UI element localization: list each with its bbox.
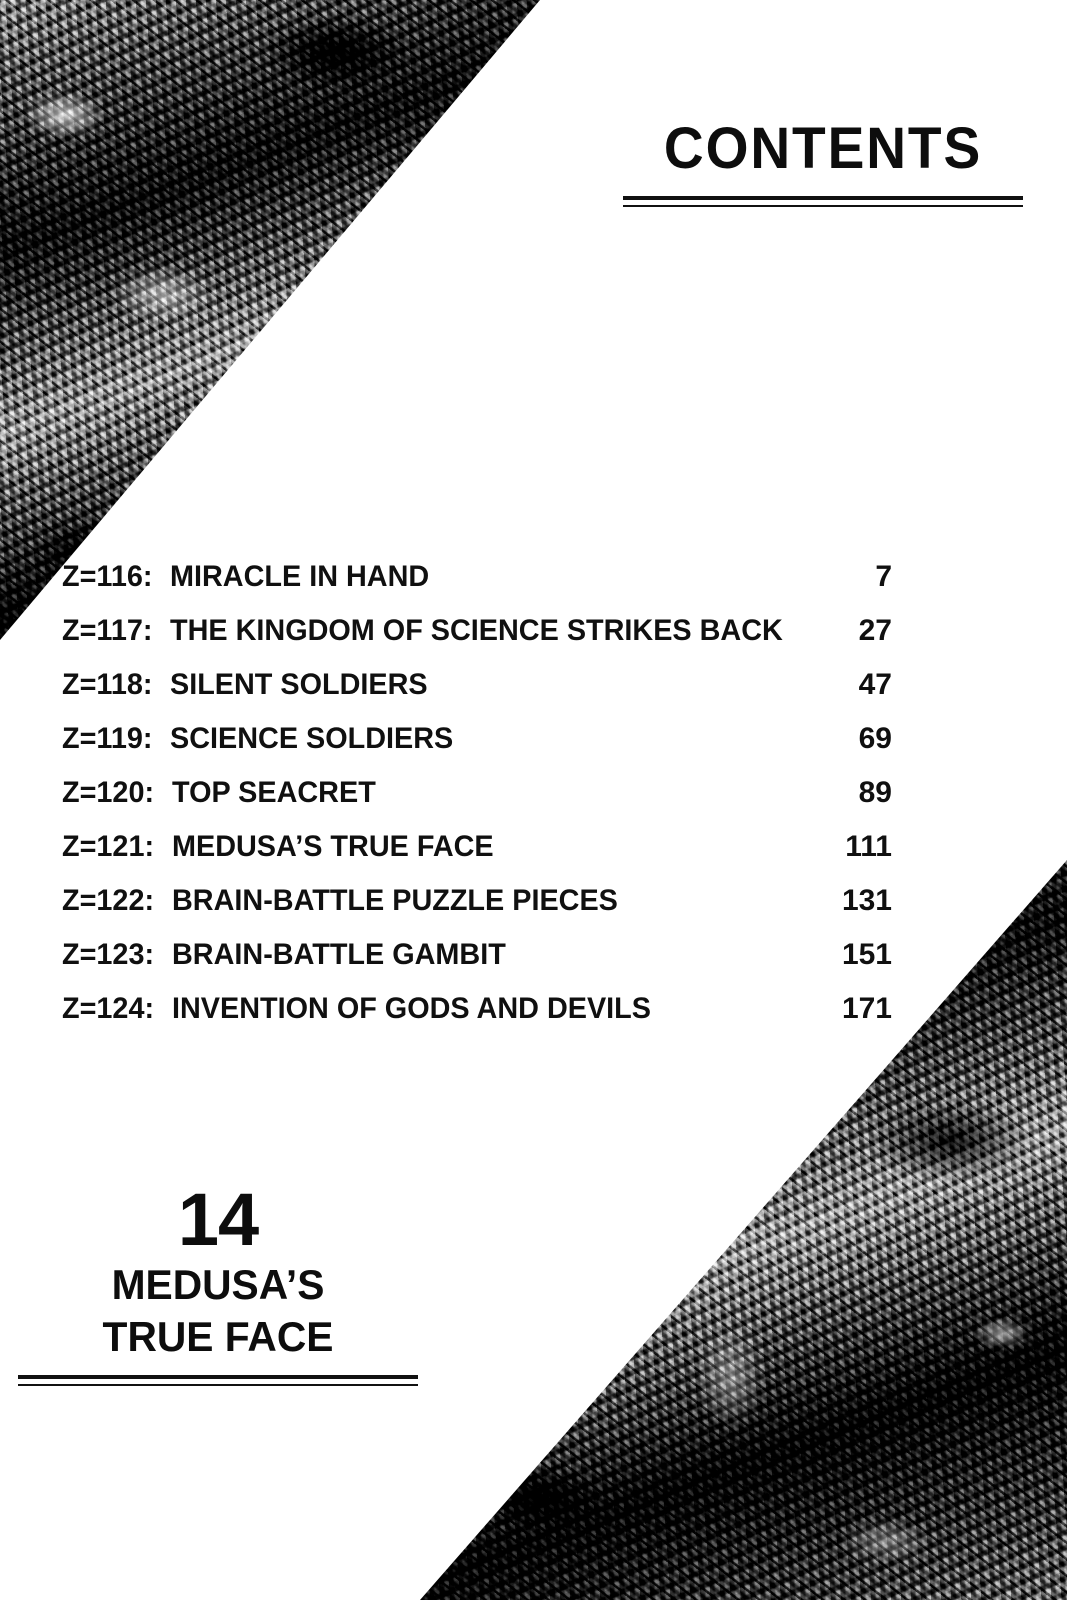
toc-entry-code: Z=123:: [62, 938, 155, 971]
toc-entry-page: 151: [841, 938, 892, 971]
volume-title-line1: MEDUSA’S: [111, 1261, 325, 1309]
toc-entry-title: MEDUSA’S TRUE FACE: [171, 830, 494, 863]
toc-entry-title: INVENTION OF GODS AND DEVILS: [171, 992, 651, 1025]
toc-entry-page: 69: [858, 722, 892, 755]
toc-entry[interactable]: [62, 668, 892, 722]
page-title: CONTENTS: [663, 116, 983, 181]
volume-title-line2: TRUE FACE: [102, 1313, 334, 1361]
toc-entry-code: Z=124:: [62, 992, 155, 1025]
contents-header: [623, 116, 1023, 207]
toc-entry-code: Z=122:: [62, 884, 155, 917]
toc-entry-title: SCIENCE SOLDIERS: [170, 722, 454, 755]
toc-entry-title: TOP SEACRET: [171, 776, 376, 809]
toc-entry[interactable]: [62, 776, 892, 830]
toc-entry[interactable]: [62, 884, 892, 938]
volume-block: [18, 1178, 418, 1386]
volume-number: 14: [177, 1178, 259, 1261]
toc-entry[interactable]: [62, 938, 892, 992]
toc-entry-code: Z=121:: [62, 830, 155, 863]
toc-entry-code: Z=116:: [62, 560, 153, 593]
toc-entry-code: Z=119:: [62, 722, 153, 755]
toc-entry[interactable]: [62, 830, 892, 884]
toc-entry[interactable]: [62, 560, 892, 614]
toc-entry-page: 47: [858, 668, 892, 701]
toc-entry-title: SILENT SOLDIERS: [170, 668, 428, 701]
stone-texture-top-left: [0, 0, 540, 640]
toc-entry[interactable]: [62, 614, 892, 668]
toc-entry-title: BRAIN-BATTLE PUZZLE PIECES: [171, 884, 618, 917]
toc-entry-title: MIRACLE IN HAND: [170, 560, 430, 593]
toc-entry-title: BRAIN-BATTLE GAMBIT: [171, 938, 506, 971]
toc-entry[interactable]: [62, 992, 892, 1046]
toc-entry-code: Z=118:: [62, 668, 153, 701]
toc-entry-code: Z=120:: [62, 776, 155, 809]
table-of-contents: [62, 560, 892, 1046]
toc-entry-code: Z=117:: [62, 614, 153, 647]
toc-entry-title: THE KINGDOM OF SCIENCE STRIKES BACK: [170, 614, 784, 647]
toc-entry-page: 89: [858, 776, 892, 809]
header-divider: [623, 196, 1023, 207]
toc-entry[interactable]: [62, 722, 892, 776]
toc-entry-page: 7: [875, 560, 892, 593]
toc-entry-page: 131: [841, 884, 892, 917]
volume-divider: [18, 1375, 418, 1386]
toc-entry-page: 171: [841, 992, 892, 1025]
toc-entry-page: 111: [845, 830, 892, 863]
toc-entry-page: 27: [858, 614, 892, 647]
